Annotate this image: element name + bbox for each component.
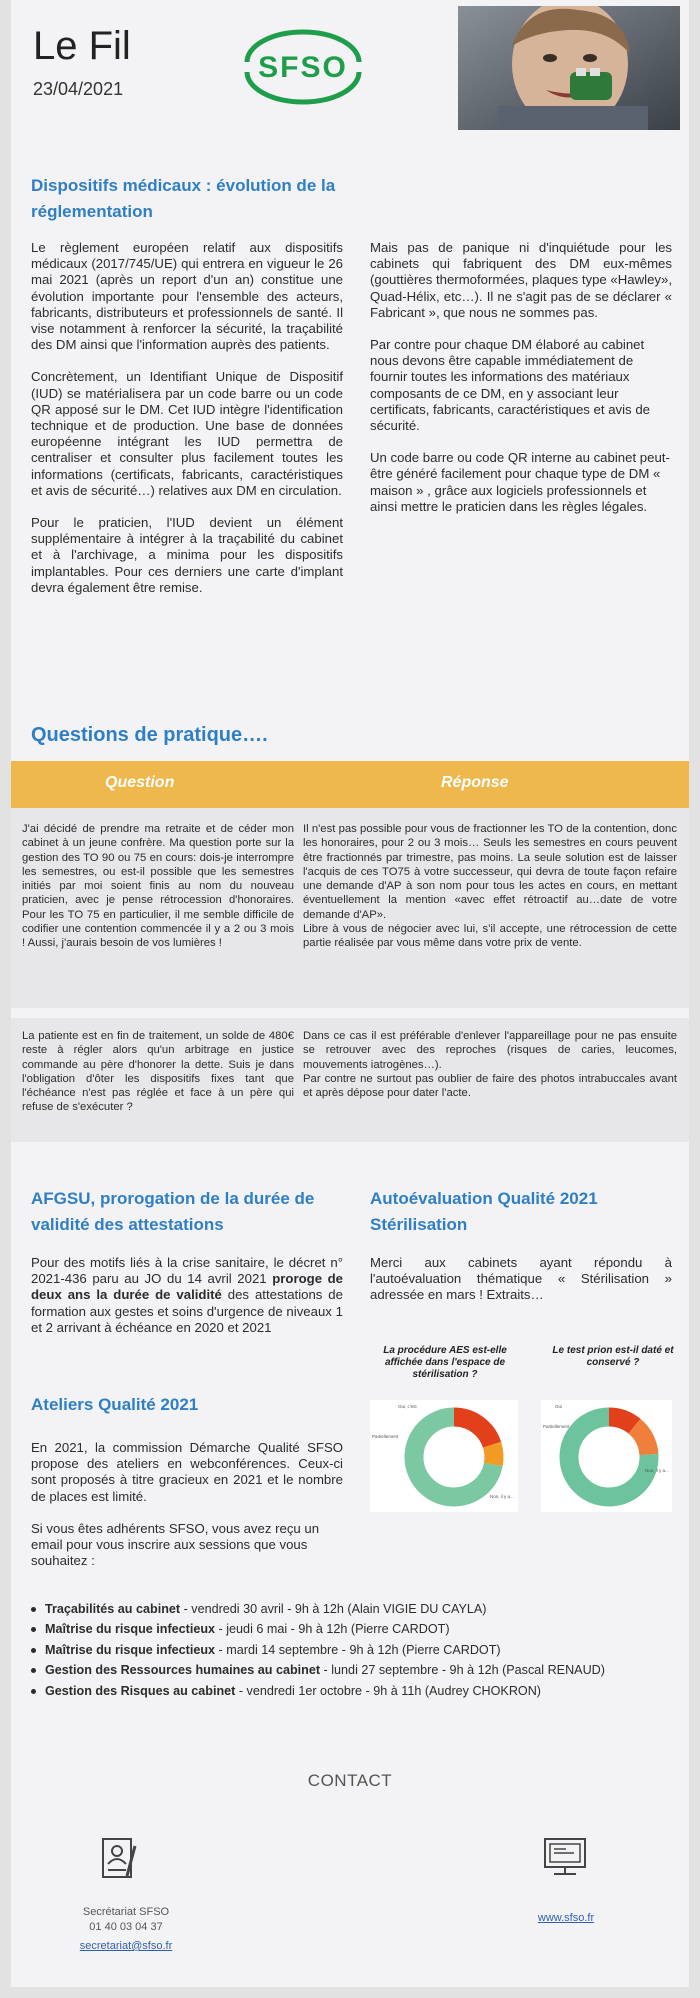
- secretariat-phone: 01 40 03 04 37: [89, 1921, 163, 1933]
- contact-title: CONTACT: [307, 1771, 393, 1790]
- paragraph: Mais pas de panique ni d'inquiétude pour les cabinets qui fabriquent des DM eux-mêmes (gouttières thermoformées, plaques type «Hawley», Quad-Hélix, etc…). Il ne s'agit pas de se déclarer « Fabricant », que nous ne sommes pas.: [370, 240, 672, 320]
- paragraph: Un code barre ou code QR interne au cabinet peut-être généré facilement pour chaque type de DM « maison » , grâce aux logiciels professionnels et ainsi mettre le praticien dans les règles légales.: [370, 450, 670, 514]
- donut-chart-prion: [541, 1400, 672, 1512]
- session-detail: - mardi 14 septembre - 9h à 12h (Pierre CARDOT): [215, 1642, 501, 1657]
- qa-answer: [303, 822, 677, 951]
- paragraph: Par contre pour chaque DM élaboré au cabinet nous devons être capable immédiatement de fournir toutes les informations des matériaux composants de ce DM, en y associant leur certificats, fabricants, caractéristiques et avis de sécurité.: [370, 337, 650, 434]
- computer-icon: [542, 1836, 588, 1878]
- donut-slice-label: Oui: [555, 1404, 563, 1409]
- website-wrap: [491, 1912, 641, 1924]
- answer-paragraph: Il n'est pas possible pour vous de fractionner les TO de la contention, donc les honoraires, pour 2 ou 3 mois… Seuls les semestres en cours peuvent être fractionnés par trimestre, pas moins. La seule solution est de laisser l'acquis de ces TO75 à votre successeur, qui devra de toute façon refaire une demande d'AP à son nom pour tous les actes en cours, en mettant éventuellement la mention «avec effet rétroactif au…date de votre demande d'AP».: [303, 823, 677, 921]
- newsletter-sheet: [11, 0, 689, 1987]
- list-item: [27, 1619, 677, 1639]
- qa-row: [11, 1018, 689, 1142]
- ateliers-title: Ateliers Qualité 2021: [31, 1395, 199, 1414]
- autoeval-title: Autoévaluation Qualité 2021 Stérilisation: [370, 1189, 598, 1234]
- article-dm-left-column: [31, 240, 343, 612]
- qa-question: La patiente est en fin de traitement, un solde de 480€ reste à régler alors qu'un arbitrage en justice commande au père d'honorer la dette. Suis je dans l'obligation d'ôter les dispositifs fixes tant que l'échéance n'est pas réglée et face à un père qui refuse de s'exécuter ?: [22, 1030, 294, 1114]
- logo-text: SFSO: [258, 51, 348, 84]
- session-name: Maîtrise du risque infectieux: [45, 1622, 216, 1637]
- afgsu-text: [31, 1255, 343, 1336]
- qa-table-header: [11, 761, 689, 808]
- questions-title: Questions de pratique….: [31, 724, 268, 746]
- paragraph: Le règlement européen relatif aux dispositifs médicaux (2017/745/UE) qui entrera en vigueur le 26 mai 2021 (après un report d'un an) constitue une évolution importante pour l'ensemble des acteurs, fabricants, distributeurs et professionnels de santé. Il vise notamment à renforcer la sécurité, la traçabilité des DM ainsi que l'information auprès des patients.: [31, 240, 343, 353]
- article-dm-right-column: [370, 240, 672, 531]
- secretary-icon: [99, 1836, 143, 1882]
- paragraph: Si vous êtes adhérents SFSO, vous avez reçu un email pour vous inscrire aux sessions que vous souhaitez :: [31, 1520, 320, 1569]
- session-name: Gestion des Ressources humaines au cabinet: [45, 1663, 321, 1678]
- secretariat-email-link[interactable]: secretariat@sfso.fr: [79, 1940, 173, 1952]
- afgsu-text-start: Pour des motifs liés à la crise sanitaire, le décret n° 2021-436 paru au JO du 14 avril 2021: [31, 1255, 343, 1287]
- donut-chart-aes: [370, 1400, 518, 1512]
- secretariat-email-wrap: [51, 1940, 201, 1952]
- list-item: [27, 1681, 677, 1701]
- paragraph: Concrètement, un Identifiant Unique de Dispositif (IUD) se matérialisera par un code barre ou un code QR apposé sur le DM. Cet IUD intègre l'identification technique et de production. Une base de données européenne intégrant les IUD permettra de centraliser et consulter plus facilement toutes les informations (certificats, fabricants, caractéristiques et avis de sécurité…) relatives aux DM en circulation.: [31, 369, 343, 498]
- session-detail: - vendredi 30 avril - 9h à 12h (Alain VIGIE DU CAYLA): [180, 1602, 487, 1616]
- newsletter-title: Le Fil: [33, 24, 131, 68]
- donut-slice-label: Partiellement: [543, 1424, 570, 1429]
- session-name: Traçabilités au cabinet: [45, 1602, 181, 1616]
- header-photo: [458, 6, 680, 130]
- ateliers-session-list: [27, 1599, 677, 1701]
- donut-slice-label: Non, il y a...: [645, 1468, 669, 1473]
- column-header-answer: Réponse: [441, 774, 509, 791]
- donut-slice: [634, 1426, 648, 1454]
- donut-slice-label: Non, il y a...: [490, 1494, 514, 1499]
- donut-slice-label: Oui, c'est: [398, 1404, 417, 1409]
- ateliers-text: [31, 1440, 343, 1585]
- newsletter-date: 23/04/2021: [33, 79, 124, 99]
- list-item: [27, 1660, 677, 1680]
- donut-slice: [454, 1417, 492, 1445]
- list-item: [27, 1640, 677, 1660]
- afgsu-text-end: des attestations de formation aux gestes et soins d'urgence de niveaux 1 et 2 arrivant à échéance en 2020 et 2021: [31, 1287, 343, 1335]
- answer-paragraph: Dans ce cas il est préférable d'enlever l'appareillage pour ne pas ensuite se retrouver avec des reproches (risques de caries, leucomes, mouvements iatrogènes…).: [303, 1030, 677, 1071]
- afgsu-title: AFGSU, prorogation de la durée de validité des attestations: [31, 1189, 315, 1234]
- chart-title: La procédure AES est-elle affichée dans l'espace de stérilisation ?: [383, 1345, 507, 1380]
- session-name: Maîtrise du risque infectieux: [45, 1642, 216, 1657]
- paragraph: En 2021, la commission Démarche Qualité SFSO propose des ateliers en webconférences. Ceux-ci sont proposés à titre gracieux en 2021 et le nombre de places est limité.: [31, 1440, 343, 1504]
- article-dm-title: Dispositifs médicaux : évolution de la réglementation: [31, 176, 336, 221]
- session-detail: - lundi 27 septembre - 9h à 12h (Pascal RENAUD): [320, 1663, 605, 1678]
- donut-slice: [492, 1445, 494, 1465]
- paragraph: Pour le praticien, l'IUD devient un élément supplémentaire à intégrer à la traçabilité du cabinet et à l'archivage, a minima pour les dispositifs implantables. Pour ces derniers une carte d'implant devra également être remise.: [31, 515, 343, 595]
- donut-slice-label: Partiellement: [372, 1434, 399, 1439]
- website-link[interactable]: www.sfso.fr: [537, 1912, 595, 1924]
- session-detail: - vendredi 1er octobre - 9h à 11h (Audrey CHOKRON): [235, 1683, 542, 1698]
- chart-title: Le test prion est-il daté et conservé ?: [552, 1345, 674, 1368]
- session-name: Gestion des Risques au cabinet: [45, 1683, 236, 1698]
- donut-slice: [609, 1417, 634, 1426]
- answer-paragraph: Libre à vous de négocier avec lui, s'il accepte, une rétrocession de cette partie réalisée par vous même dans votre prix de vente.: [303, 923, 677, 950]
- secretariat-name: Secrétariat SFSO: [82, 1906, 170, 1918]
- qa-answer: [303, 1029, 677, 1100]
- qa-question: J'ai décidé de prendre ma retraite et de céder mon cabinet à un jeune confrère. Ma question porte sur la gestion des TO 90 ou 75 en cours: dois-je interrompre les semestres, ou est-il possible que les semestres initiés par moi soient finis au nom du nouveau praticien, avec je pense rétrocession d'honoraires. Pour les TO 75 en particulier, il me semble difficile de codifier une contention commencée il y a 2 ou 3 mois ! Aussi, j'aurais besoin de vos lumières !: [22, 823, 294, 950]
- afgsu-text-bold: proroge de deux ans la durée de validité: [31, 1271, 344, 1303]
- session-detail: - jeudi 6 mai - 9h à 12h (Pierre CARDOT): [215, 1622, 450, 1637]
- answer-paragraph: Par contre ne surtout pas oublier de faire des photos intrabuccales avant et après dépose pour dater l'acte.: [303, 1072, 677, 1100]
- list-item: [27, 1599, 677, 1619]
- autoeval-text: Merci aux cabinets ayant répondu à l'autoévaluation thématique « Stérilisation » adressée en mars ! Extraits…: [370, 1255, 672, 1303]
- qa-row-separator: [11, 1008, 689, 1018]
- qa-row: [11, 808, 689, 1008]
- column-header-question: Question: [105, 774, 175, 791]
- sfso-logo: [239, 28, 367, 106]
